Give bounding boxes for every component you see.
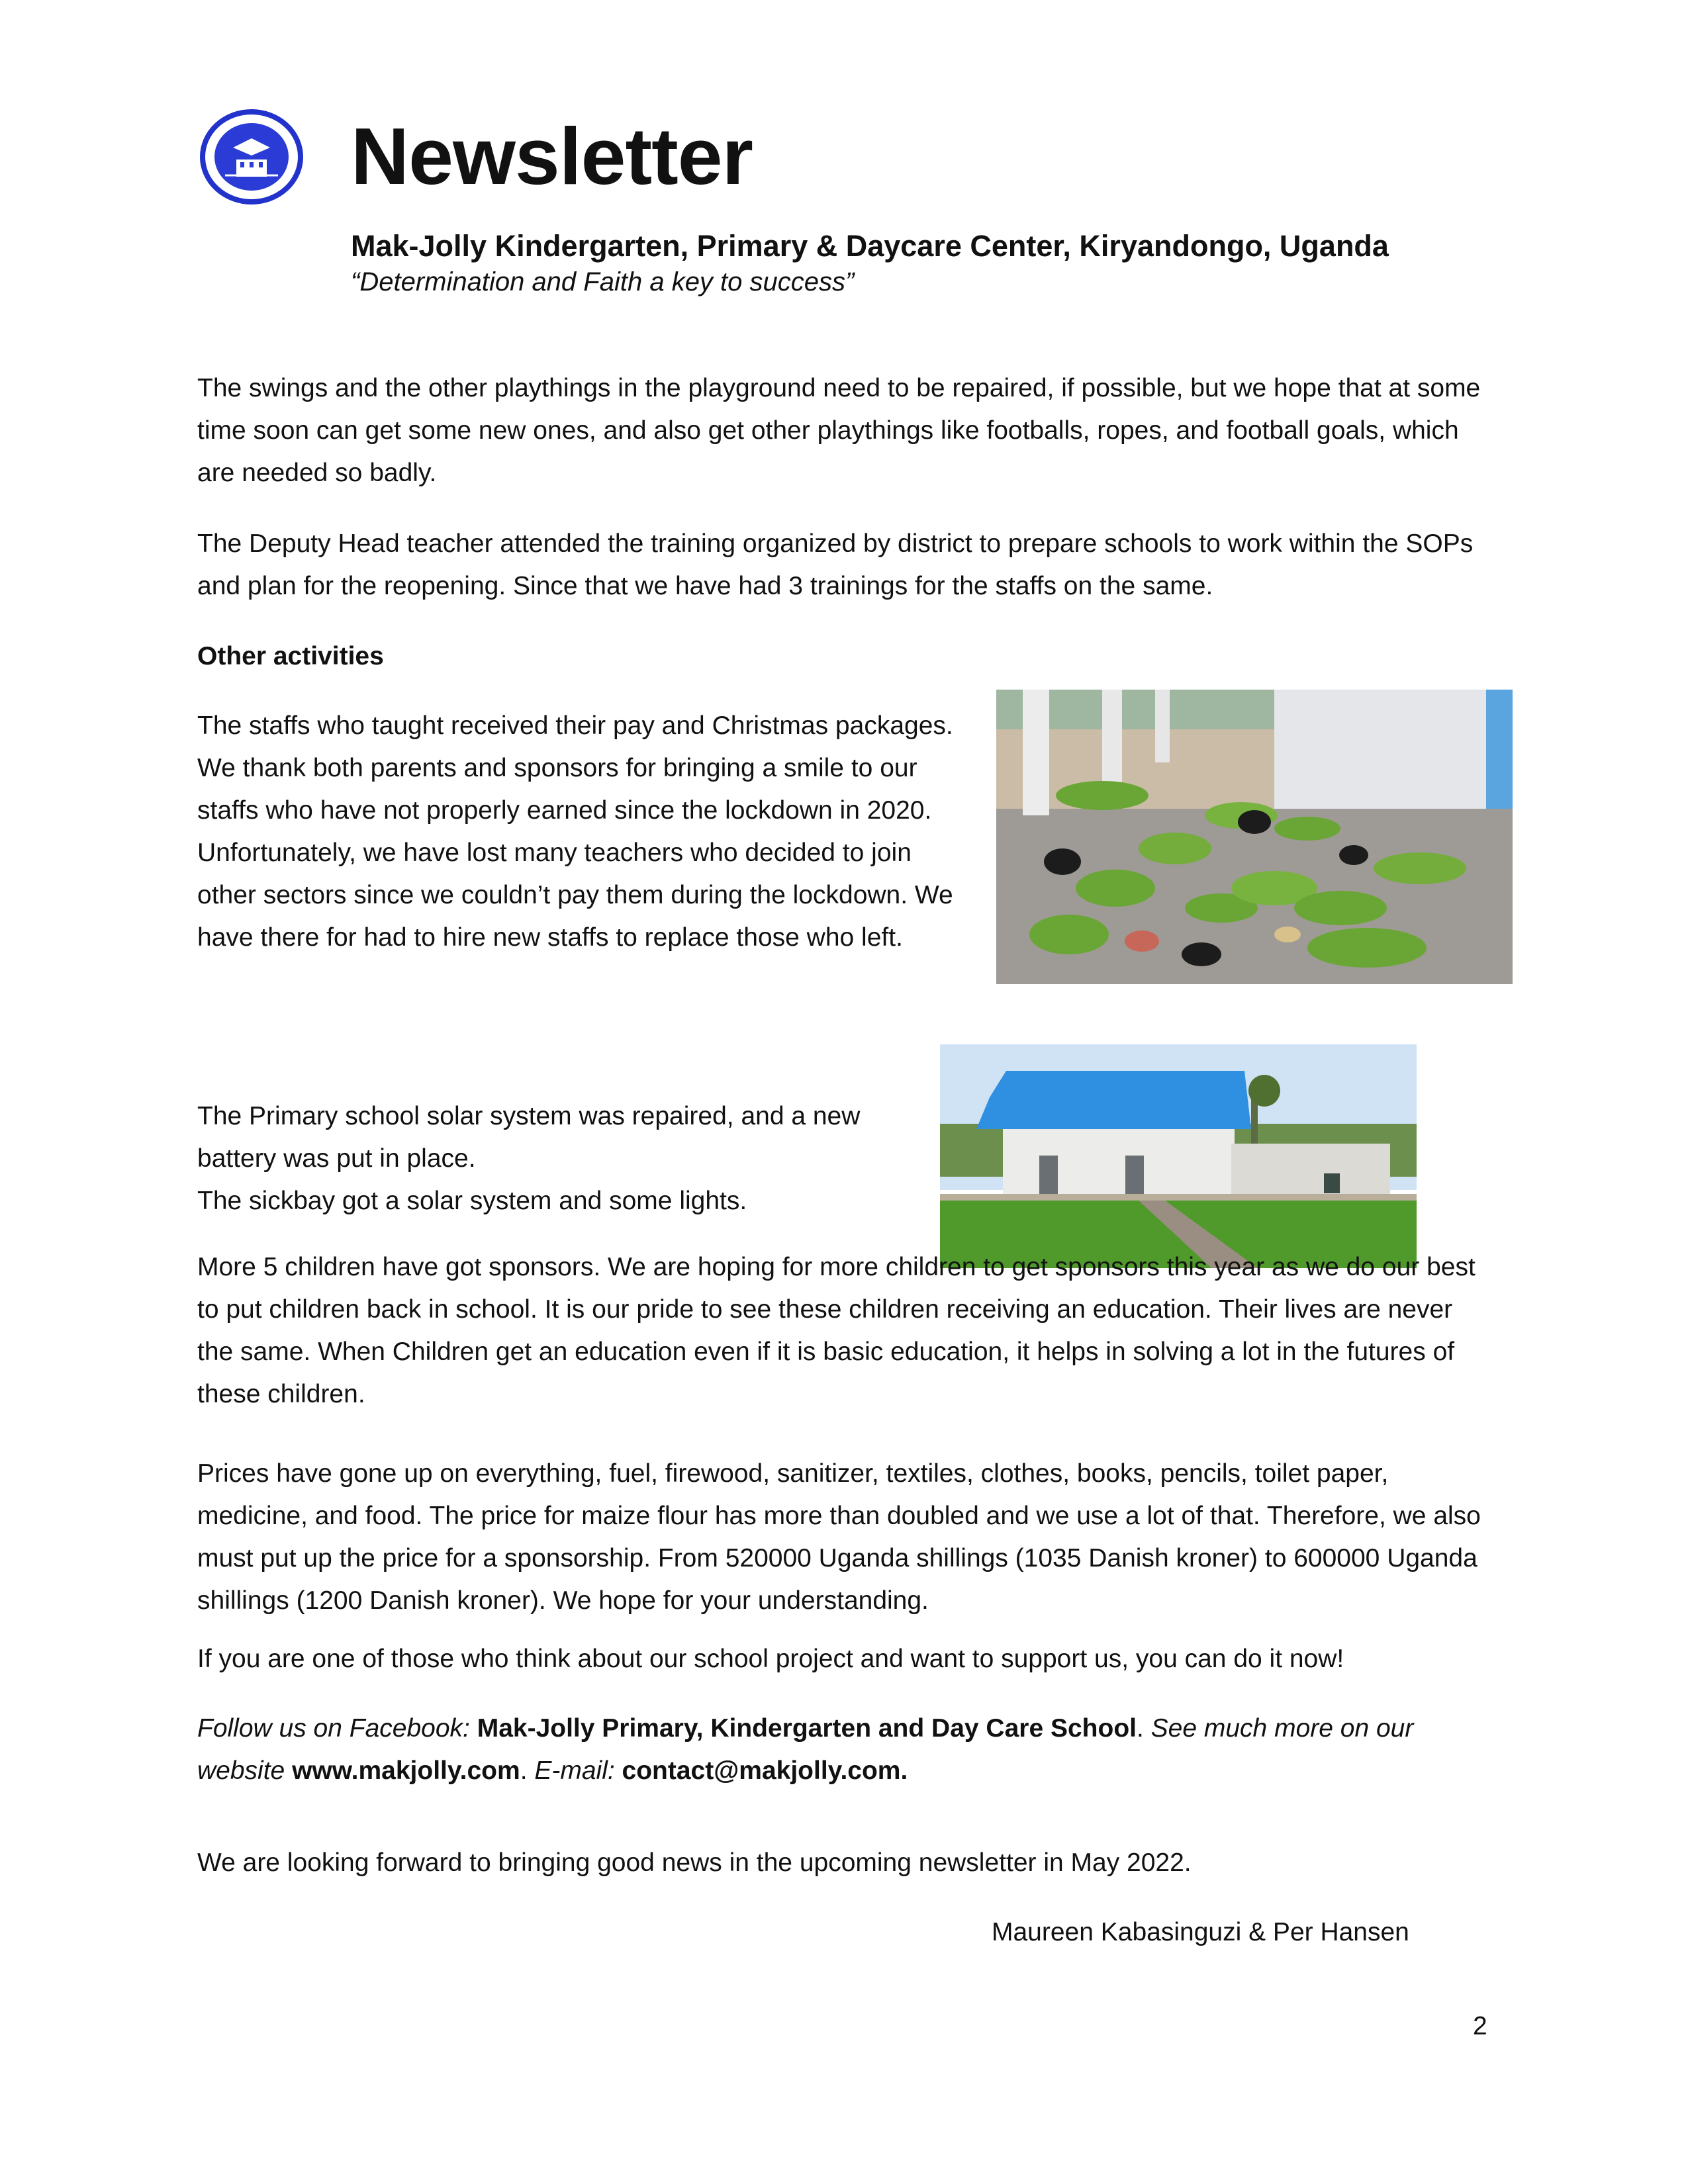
section-heading-other-activities: Other activities bbox=[197, 642, 384, 670]
website-link[interactable]: www.makjolly.com bbox=[292, 1756, 520, 1785]
separator-2: . bbox=[520, 1756, 535, 1785]
paragraph-training: The Deputy Head teacher attended the training organized by district to prepare schools to work within the SOPs and plan for the reopening. Since that we have had 3 trainings for the staffs on the same. bbox=[197, 529, 1474, 600]
page-number: 2 bbox=[1473, 2012, 1487, 2040]
paragraph-sponsors bbox=[197, 1246, 1495, 1416]
paragraph-sponsors-text: More 5 children have got sponsors. We are hoping for more children to get sponsors this year as we do our best to put children back in school. It is our pride to see these children receiving an education. Their lives are never the same. When Children get an education even if it is basic education, it helps in solving a lot in the futures of these children. bbox=[197, 1253, 1476, 1408]
school-name: Mak-Jolly Kindergarten, Primary & Daycare Center, Kiryandongo, Uganda bbox=[351, 229, 1389, 263]
paragraph-solar-repair: The Primary school solar system was repaired, and a new battery was put in place. bbox=[197, 1102, 861, 1173]
email-label: E-mail: bbox=[534, 1756, 622, 1785]
photo-school-building bbox=[940, 1044, 1417, 1268]
email-link[interactable]: contact@makjolly.com. bbox=[622, 1756, 908, 1785]
space bbox=[285, 1756, 292, 1785]
paragraph-contact bbox=[197, 1707, 1495, 1792]
paragraph-support: If you are one of those who think about our school project and want to support us, you can do it now! bbox=[197, 1645, 1344, 1673]
signature: Maureen Kabasinguzi & Per Hansen bbox=[992, 1918, 1409, 1946]
photo-banana-packages bbox=[996, 690, 1513, 984]
follow-label: Follow us on Facebook: bbox=[197, 1714, 477, 1743]
paragraph-sickbay: The sickbay got a solar system and some lights. bbox=[197, 1187, 747, 1215]
paragraph-closing: We are looking forward to bringing good news in the upcoming newsletter in May 2022. bbox=[197, 1848, 1192, 1877]
paragraph-staff-pay: The staffs who taught received their pay and Christmas packages. We thank both parents and sponsors for bringing a smile to our staffs who have not properly earned since the lockdown in 2020. Unfortunately, we have lost many teachers who decided to join other sectors since we couldn’t pay them during the lockdown. We have there for had to hire new staffs to replace those who left. bbox=[197, 711, 953, 952]
facebook-page-name[interactable]: Mak-Jolly Primary, Kindergarten and Day Care School bbox=[477, 1714, 1137, 1743]
separator-1: . bbox=[1136, 1714, 1151, 1743]
paragraph-prices: Prices have gone up on everything, fuel, firewood, sanitizer, textiles, clothes, books, pencils, toilet paper, medicine, and food. The price for maize flour has more than doubled and we use a lot of that. Therefore, we also must put up the price for a sponsorship. From 520000 Uganda shillings (1035 Danish kroner) to 600000 Uganda shillings (1200 Danish kroner). We hope for your understanding. bbox=[197, 1459, 1481, 1615]
paragraph-playground: The swings and the other playthings in the playground need to be repaired, if possible, but we hope that at some time soon can get some new ones, and also get other playthings like footballs, ropes, and football goals, which are needed so badly. bbox=[197, 374, 1481, 487]
newsletter-title: Newsletter bbox=[351, 111, 753, 201]
school-logo bbox=[199, 109, 305, 205]
school-motto: “Determination and Faith a key to success” bbox=[351, 267, 855, 296]
see-more-label: See much more on our website bbox=[197, 1714, 1414, 1785]
